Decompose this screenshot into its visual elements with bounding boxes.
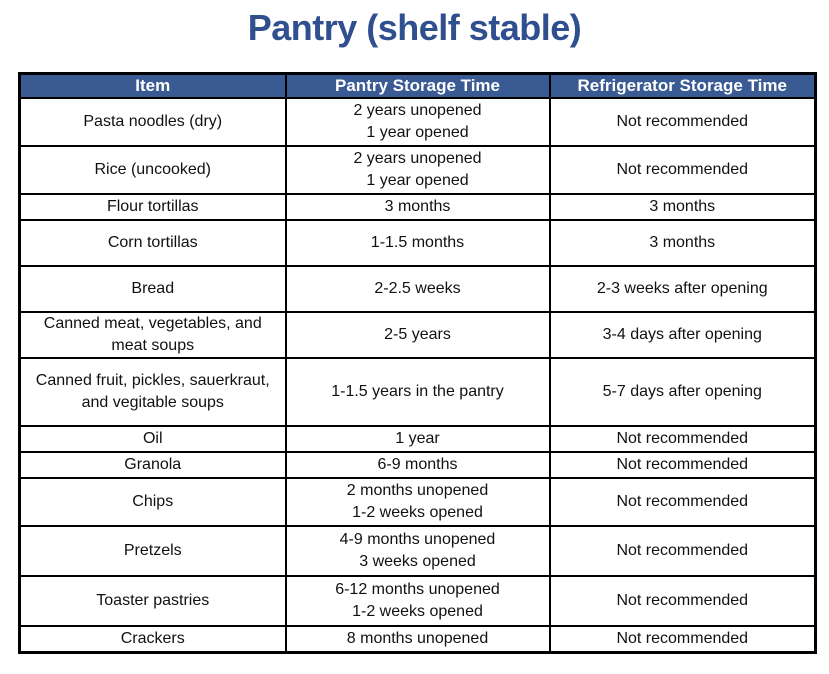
cell-text-line: Chips (132, 493, 174, 510)
item-cell (20, 526, 286, 576)
pantry-time-cell (286, 478, 550, 526)
pantry-time-cell (286, 626, 550, 653)
item-cell (20, 266, 286, 312)
cell-text-line: 4-9 months unopened (339, 531, 496, 548)
cell-text-line: 1-2 weeks opened (352, 504, 483, 521)
table-row (20, 220, 816, 266)
refrigerator-time-cell (550, 478, 816, 526)
table-row (20, 478, 816, 526)
pantry-time-cell (286, 312, 550, 358)
cell-text-line: 2-2.5 weeks (374, 280, 461, 297)
cell-text-line: Not recommended (616, 113, 749, 130)
table-row (20, 98, 816, 146)
table-row (20, 194, 816, 220)
cell-text-line: Corn tortillas (107, 234, 198, 251)
cell-text-line: Crackers (120, 630, 185, 647)
refrigerator-time-cell (550, 426, 816, 452)
cell-text-line: meat soups (111, 337, 195, 354)
table-row (20, 146, 816, 194)
refrigerator-time-cell (550, 146, 816, 194)
cell-text-line: 3-4 days after opening (602, 326, 762, 343)
storage-table (18, 72, 817, 654)
cell-text-line: Not recommended (616, 493, 749, 510)
pantry-time-cell (286, 452, 550, 478)
refrigerator-time-cell (550, 452, 816, 478)
cell-text-line: 2-5 years (384, 326, 451, 343)
item-cell (20, 98, 286, 146)
refrigerator-time-cell (550, 220, 816, 266)
refrigerator-time-cell (550, 98, 816, 146)
table-row (20, 426, 816, 452)
cell-text-line: Not recommended (616, 161, 749, 178)
cell-text-line: Not recommended (616, 456, 749, 473)
cell-text-line: 3 weeks opened (359, 553, 476, 570)
refrigerator-time-cell (550, 194, 816, 220)
item-cell (20, 426, 286, 452)
cell-text-line: Pretzels (123, 542, 182, 559)
item-cell (20, 194, 286, 220)
cell-text-line: 1 year opened (366, 124, 469, 141)
header-refrigerator-storage-time: Refrigerator Storage Time (550, 74, 816, 99)
cell-text-line: Toaster pastries (96, 592, 210, 609)
cell-text-line: 2 months unopened (346, 482, 489, 499)
pantry-time-cell (286, 98, 550, 146)
table-row (20, 626, 816, 653)
page-title: Pantry (shelf stable) (247, 7, 582, 48)
cell-text-line: Not recommended (616, 630, 749, 647)
table-row (20, 526, 816, 576)
cell-text-line: 8 months unopened (346, 630, 489, 647)
item-cell (20, 576, 286, 626)
cell-text-line: Bread (131, 280, 175, 297)
pantry-time-cell (286, 426, 550, 452)
pantry-time-cell (286, 576, 550, 626)
cell-text-line: 3 months (649, 234, 716, 251)
cell-text-line: Rice (uncooked) (94, 161, 211, 178)
pantry-time-cell (286, 358, 550, 426)
header-item: Item (20, 74, 286, 99)
cell-text-line: and vegitable soups (81, 394, 224, 411)
cell-text-line: Flour tortillas (106, 198, 199, 215)
refrigerator-time-cell (550, 526, 816, 576)
item-cell (20, 358, 286, 426)
cell-text-line: Pasta noodles (dry) (83, 113, 223, 130)
cell-text-line: 2 years unopened (353, 150, 482, 167)
cell-text-line: 2-3 weeks after opening (596, 280, 768, 297)
cell-text-line: 3 months (649, 198, 716, 215)
table-row (20, 358, 816, 426)
pantry-time-cell (286, 220, 550, 266)
table-body (20, 98, 816, 653)
cell-text-line: 1 year (395, 430, 440, 447)
cell-text-line: 1-1.5 months (370, 234, 465, 251)
item-cell (20, 626, 286, 653)
cell-text-line: Not recommended (616, 430, 749, 447)
refrigerator-time-cell (550, 626, 816, 653)
item-cell (20, 478, 286, 526)
cell-text-line: 3 months (384, 198, 451, 215)
pantry-time-cell (286, 194, 550, 220)
pantry-time-cell (286, 266, 550, 312)
item-cell (20, 312, 286, 358)
table-header-row (20, 74, 816, 99)
refrigerator-time-cell (550, 576, 816, 626)
refrigerator-time-cell (550, 312, 816, 358)
refrigerator-time-cell (550, 266, 816, 312)
refrigerator-time-cell (550, 358, 816, 426)
cell-text-line: 1 year opened (366, 172, 469, 189)
table-row (20, 452, 816, 478)
table-row (20, 266, 816, 312)
cell-text-line: Canned meat, vegetables, and (43, 315, 262, 332)
table-row (20, 312, 816, 358)
cell-text-line: 1-2 weeks opened (352, 603, 483, 620)
cell-text-line: 6-12 months unopened (335, 581, 500, 598)
cell-text-line: Not recommended (616, 542, 749, 559)
cell-text-line: 1-1.5 years in the pantry (331, 383, 504, 400)
cell-text-line: 2 years unopened (353, 102, 482, 119)
pantry-time-cell (286, 146, 550, 194)
item-cell (20, 452, 286, 478)
cell-text-line: 6-9 months (377, 456, 458, 473)
cell-text-line: 5-7 days after opening (602, 383, 762, 400)
pantry-time-cell (286, 526, 550, 576)
cell-text-line: Granola (124, 456, 182, 473)
cell-text-line: Canned fruit, pickles, sauerkraut, (35, 372, 270, 389)
table-row (20, 576, 816, 626)
item-cell (20, 220, 286, 266)
item-cell (20, 146, 286, 194)
cell-text-line: Oil (142, 430, 163, 447)
cell-text-line: Not recommended (616, 592, 749, 609)
header-pantry-storage-time: Pantry Storage Time (286, 74, 550, 99)
